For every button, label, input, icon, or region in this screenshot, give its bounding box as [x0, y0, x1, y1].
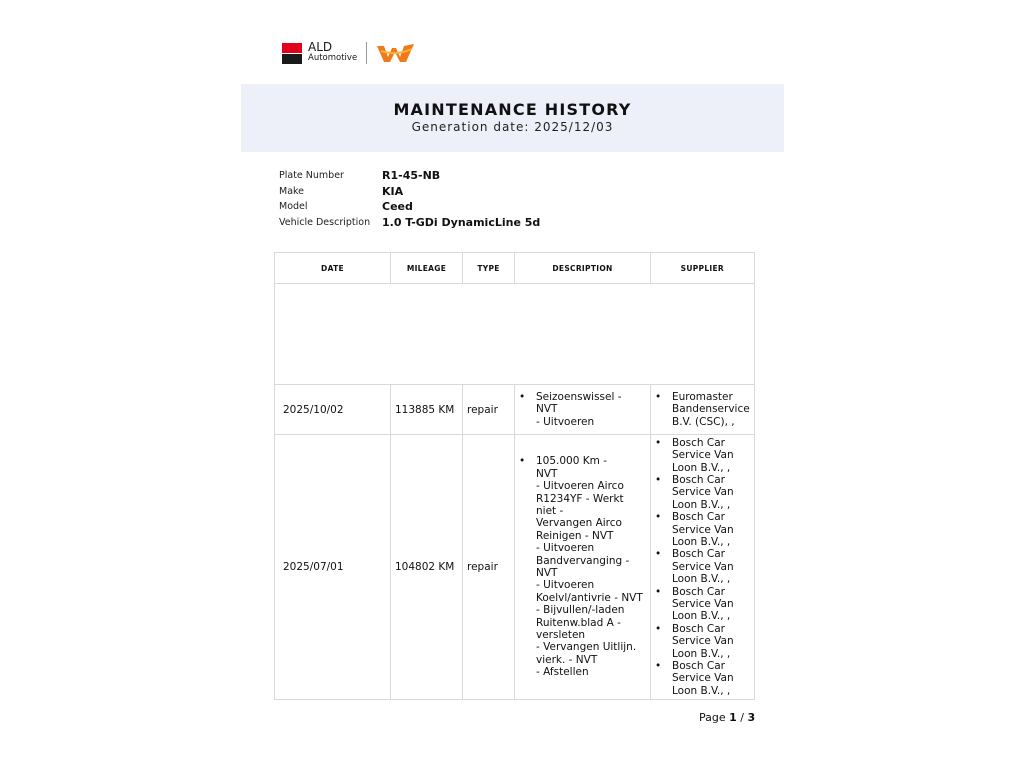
current-page: 1 [729, 711, 737, 724]
vehicle-info [279, 168, 540, 230]
column-header-mileage: MILEAGE [391, 253, 463, 284]
supplier-item: • Bosch Car Service Van Loon B.V., , [655, 437, 750, 474]
vehicle-info-row-plate [279, 168, 540, 184]
supplier-list [651, 391, 754, 428]
description-list [515, 455, 650, 678]
mileage-cell [391, 435, 463, 700]
make-value: KIA [382, 184, 404, 198]
vehicle-info-row-model [279, 199, 540, 215]
supplier-cell [651, 385, 755, 435]
type-value: repair [467, 561, 498, 573]
table-row [275, 385, 755, 435]
column-header-date: DATE [275, 253, 391, 284]
vehicle-description-value: 1.0 T-GDi DynamicLine 5d [382, 215, 541, 229]
report-header [241, 84, 784, 152]
date-cell [275, 435, 391, 700]
ald-logo-text [308, 42, 357, 64]
supplier-list [651, 437, 754, 698]
info-label: Vehicle Description [279, 216, 371, 228]
date-cell [275, 385, 391, 435]
model-value: Ceed [382, 200, 413, 214]
supplier-item: • Bosch Car Service Van Loon B.V., , [655, 660, 750, 697]
ald-logo-mark-icon [282, 43, 302, 64]
supplier-item: • Bosch Car Service Van Loon B.V., , [655, 474, 750, 511]
page-separator: / [740, 711, 745, 724]
info-label: Model [279, 201, 308, 213]
empty-cell [275, 284, 755, 385]
table-row [275, 435, 755, 700]
maintenance-table [274, 252, 755, 700]
w-wing-logo-icon [376, 42, 416, 64]
supplier-cell [651, 435, 755, 700]
info-label: Make [279, 185, 305, 197]
table-row-empty [275, 284, 755, 385]
mileage-value: 104802 KM [395, 561, 455, 573]
supplier-item: • Bosch Car Service Van Loon B.V., , [655, 511, 750, 548]
page-indicator [699, 711, 755, 724]
type-value: repair [467, 403, 498, 416]
supplier-item: • Euromaster Bandenservice B.V. (CSC), , [655, 391, 750, 428]
logo-divider [366, 42, 367, 64]
total-pages: 3 [747, 711, 756, 724]
company-logo [282, 40, 416, 66]
column-header-type: TYPE [463, 253, 515, 284]
column-header-supplier: SUPPLIER [651, 253, 755, 284]
description-item: • Seizoenswissel - NVT - Uitvoeren [519, 391, 646, 428]
mileage-cell [391, 385, 463, 435]
page-label: Page [699, 711, 726, 724]
description-item: • 105.000 Km - NVT - Uitvoeren Airco R1234YF - Werkt niet - Vervangen Airco Reinigen - NVT - Uitvoeren Bandvervanging - NVT - Uitvoeren Koelvl/antivrie - NVT - Bijvullen/-laden Ruitenw.blad A - versleten - Vervangen Uitlijn. vierk. - NVT - Afstellen [519, 455, 646, 678]
table-header-row [275, 253, 755, 284]
generation-date: Generation date: 2025/12/03 [411, 120, 614, 134]
plate-number-value: R1-45-NB [382, 169, 441, 183]
type-cell [463, 435, 515, 700]
supplier-item: • Bosch Car Service Van Loon B.V., , [655, 586, 750, 623]
vehicle-info-row-description [279, 215, 540, 231]
type-cell [463, 385, 515, 435]
brand-subtitle: Automotive [308, 53, 358, 63]
date-value: 2025/07/01 [283, 561, 344, 573]
description-cell [515, 435, 651, 700]
supplier-item: • Bosch Car Service Van Loon B.V., , [655, 548, 750, 585]
supplier-item: • Bosch Car Service Van Loon B.V., , [655, 623, 750, 660]
date-value: 2025/10/02 [283, 403, 344, 416]
brand-name: ALD [308, 40, 333, 54]
description-list [515, 391, 650, 428]
description-cell [515, 385, 651, 435]
column-header-description: DESCRIPTION [515, 253, 651, 284]
mileage-value: 113885 KM [395, 403, 455, 416]
vehicle-info-row-make [279, 184, 540, 200]
info-label: Plate Number [279, 170, 344, 182]
page-title: MAINTENANCE HISTORY [393, 100, 632, 119]
